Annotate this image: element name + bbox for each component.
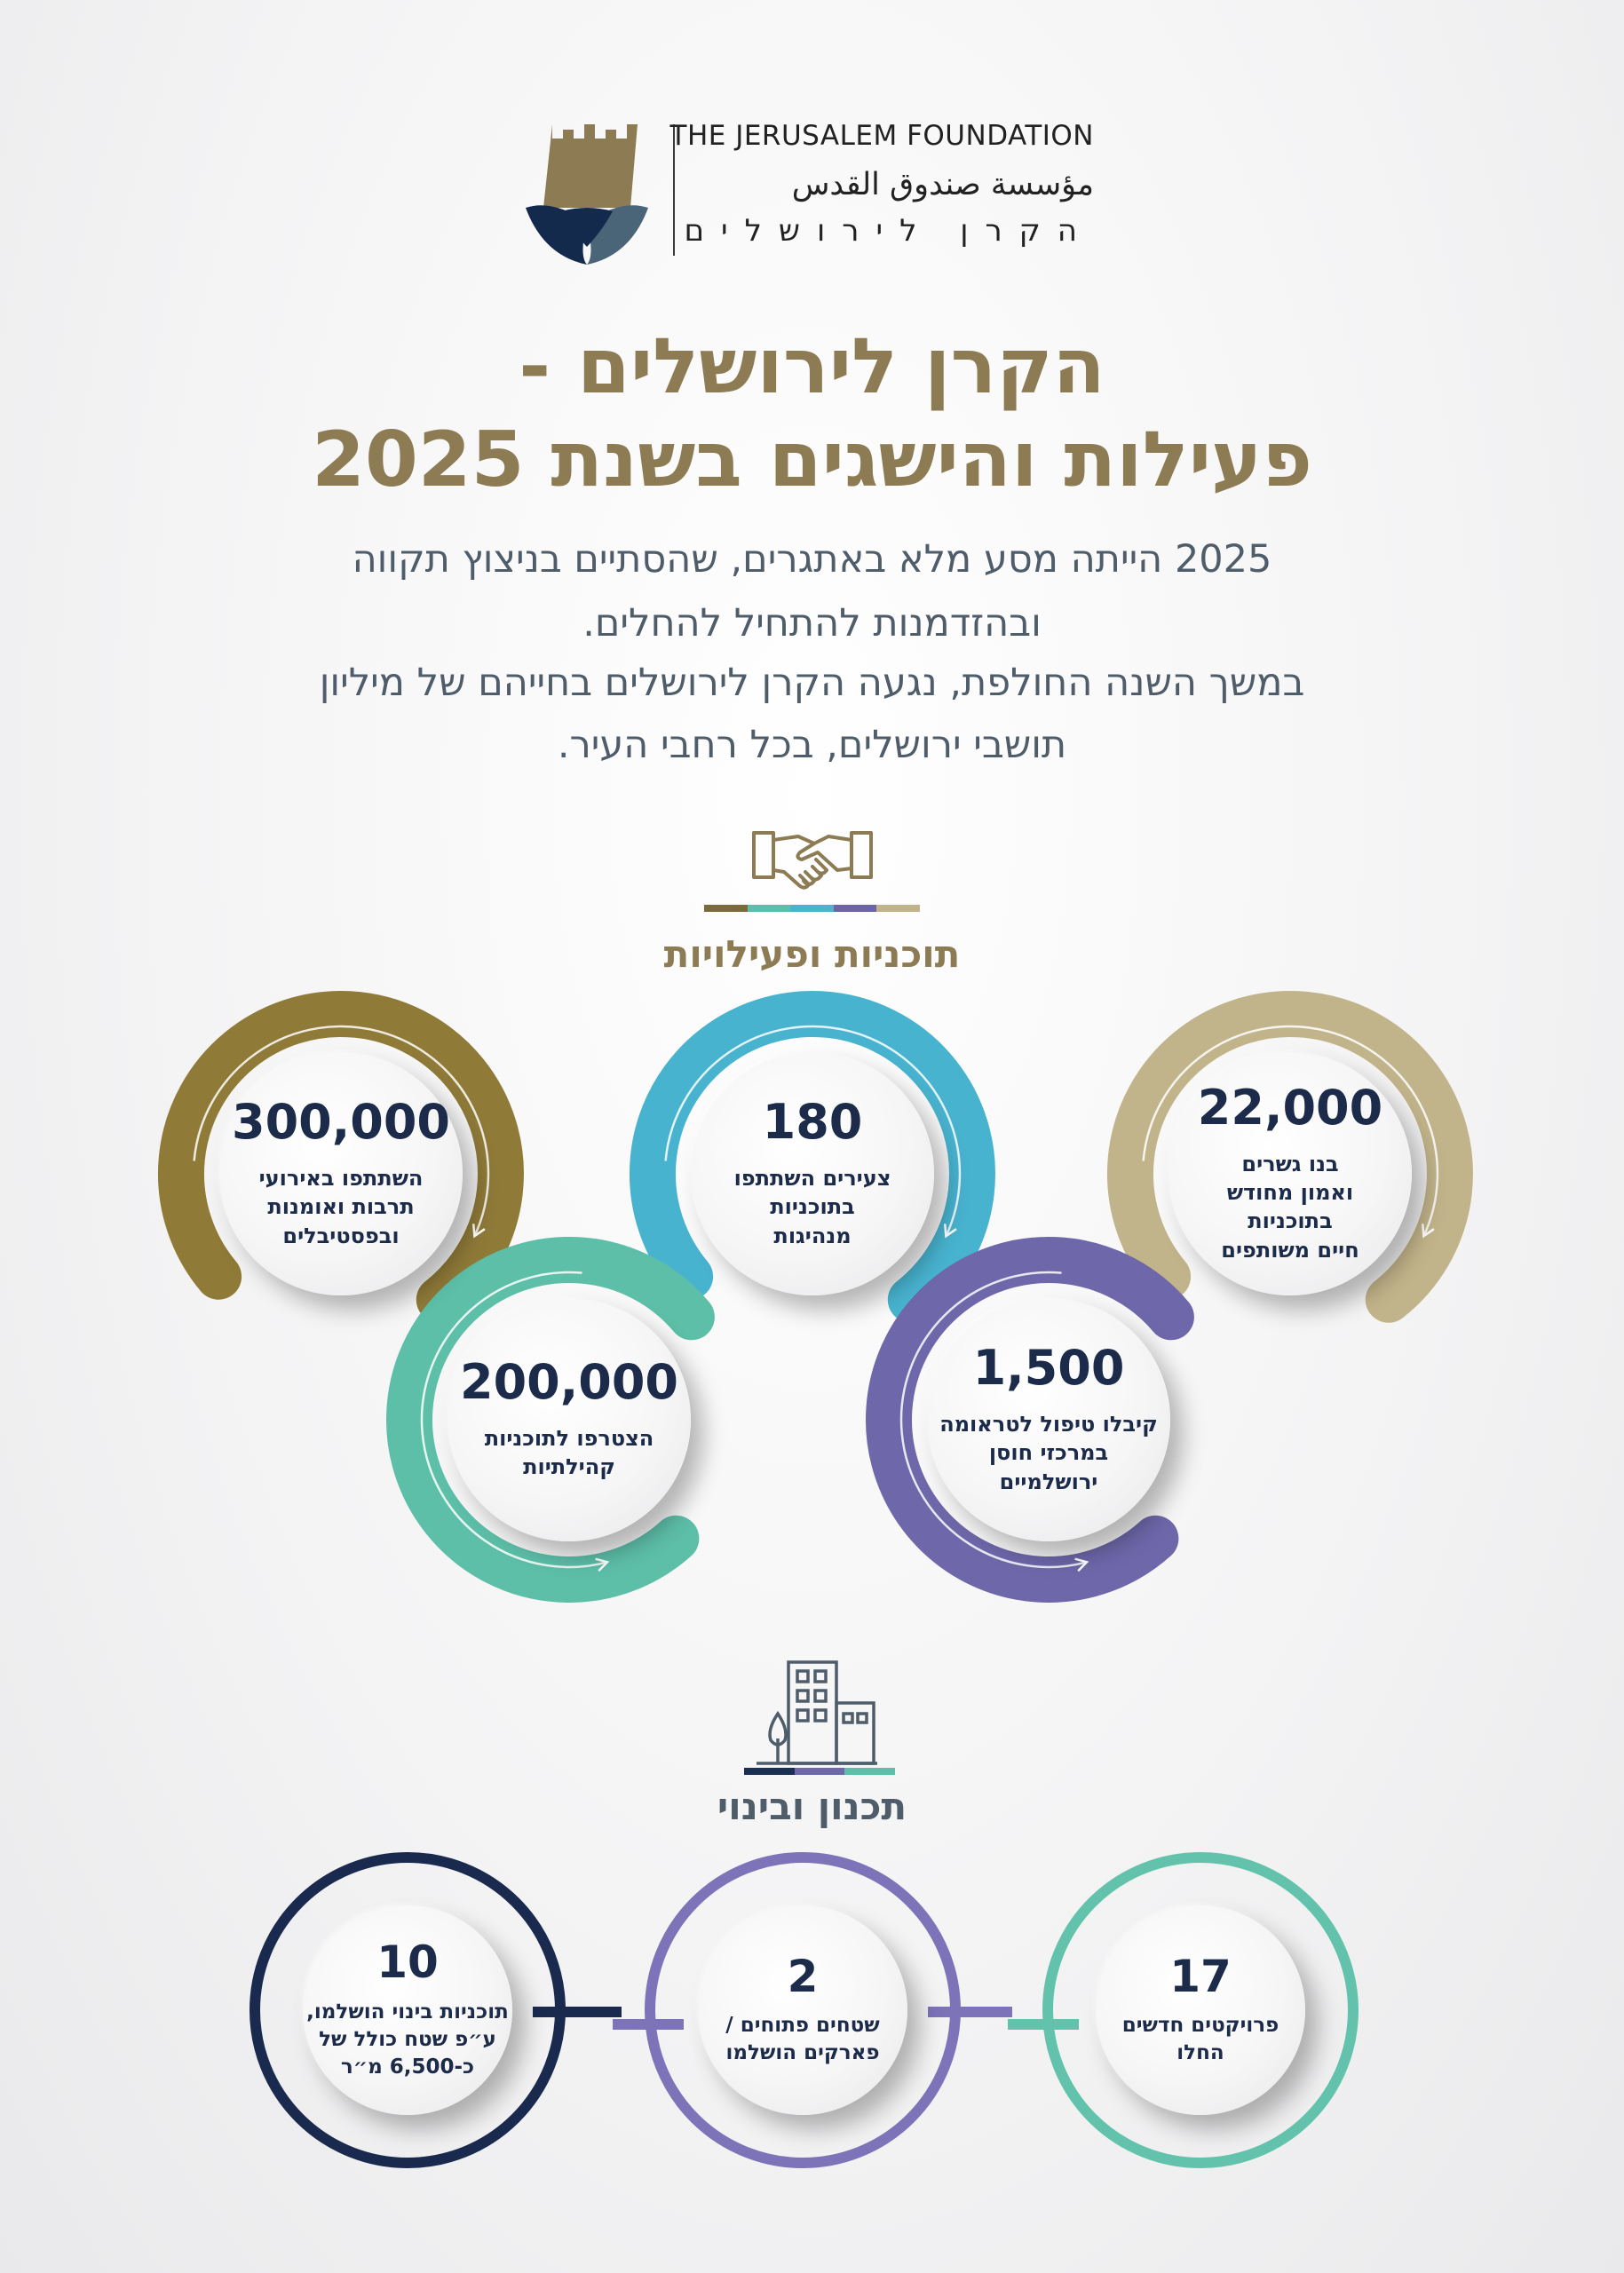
intro-line-3: במשך השנה החולפת, נגעה הקרן לירושלים בחייהם של מיליון bbox=[319, 661, 1305, 705]
intro-line-4: תושבי ירושלים, בכל רחבי העיר. bbox=[557, 723, 1067, 767]
stat-card-open-spaces bbox=[698, 1905, 907, 2115]
logo-name-english: THE JERUSALEM FOUNDATION bbox=[669, 120, 1094, 152]
stat-description: הצטרפו לתוכניות קהילתיות bbox=[484, 1425, 654, 1480]
stat-card-completed-buildings bbox=[303, 1905, 512, 2115]
stat-description: בנו גשרים ואמון מחודש בתוכניות חיים משותפים bbox=[1221, 1151, 1359, 1263]
intro-line-1: 2025 הייתה מסע מלא באתגרים, שהסתיים בניצוץ תקווה bbox=[352, 537, 1272, 582]
stat-value: 10 bbox=[376, 1936, 439, 1989]
logo-name-arabic: مؤسسة صندوق القدس bbox=[791, 167, 1094, 202]
stat-card-youth-leadership bbox=[691, 1052, 934, 1295]
stat-description: שטחים פתוחים / פארקים הושלמו bbox=[725, 2014, 880, 2065]
page-title-line-1: הקרן לירושלים - bbox=[519, 322, 1105, 411]
stat-card-shared-life bbox=[1168, 1052, 1412, 1295]
stat-card-culture-participants bbox=[219, 1052, 463, 1295]
stat-value: 1,500 bbox=[972, 1340, 1125, 1397]
stat-value: 17 bbox=[1169, 1950, 1232, 2002]
stat-description: פרויקטים חדשים החלו bbox=[1121, 2014, 1279, 2065]
intro-line-2: ובהזדמנות להתחיל להחלים. bbox=[582, 601, 1042, 645]
stat-value: 180 bbox=[762, 1094, 863, 1151]
stat-value: 22,000 bbox=[1197, 1079, 1383, 1136]
programs-section-title: תוכניות ופעילויות bbox=[663, 932, 961, 976]
building-icon bbox=[755, 1659, 879, 1770]
stat-value: 300,000 bbox=[232, 1094, 450, 1151]
planning-section-title: תכנון ובינוי bbox=[717, 1785, 907, 1828]
stat-description: צעירים השתתפו בתוכניות מנהיגות bbox=[733, 1165, 891, 1248]
handshake-icon bbox=[750, 826, 875, 892]
stat-description: השתתפו באירועי תרבות ואומנות ובפסטיבלים bbox=[258, 1165, 424, 1248]
jerusalem-foundation-logo-emblem bbox=[526, 123, 648, 265]
stat-value: 2 bbox=[787, 1950, 819, 2002]
stat-value: 200,000 bbox=[460, 1354, 678, 1411]
stat-description: תוכניות בינוי הושלמו, ע״פ שטח כולל של כ-6,500 מ״ר bbox=[306, 2000, 509, 2079]
programs-color-bar bbox=[704, 905, 920, 912]
planning-color-bar bbox=[744, 1768, 895, 1775]
stat-card-new-projects bbox=[1096, 1905, 1305, 2115]
logo-name-hebrew: הקרן לירושלים bbox=[684, 213, 1094, 249]
stat-card-trauma-care bbox=[927, 1298, 1170, 1541]
stat-card-community-programs bbox=[448, 1298, 691, 1541]
page-title-line-2: פעילות והישגים בשנת 2025 bbox=[312, 416, 1312, 504]
stat-description: קיבלו טיפול לטראומה במרכזי חוסן ירושלמיים bbox=[939, 1411, 1158, 1494]
